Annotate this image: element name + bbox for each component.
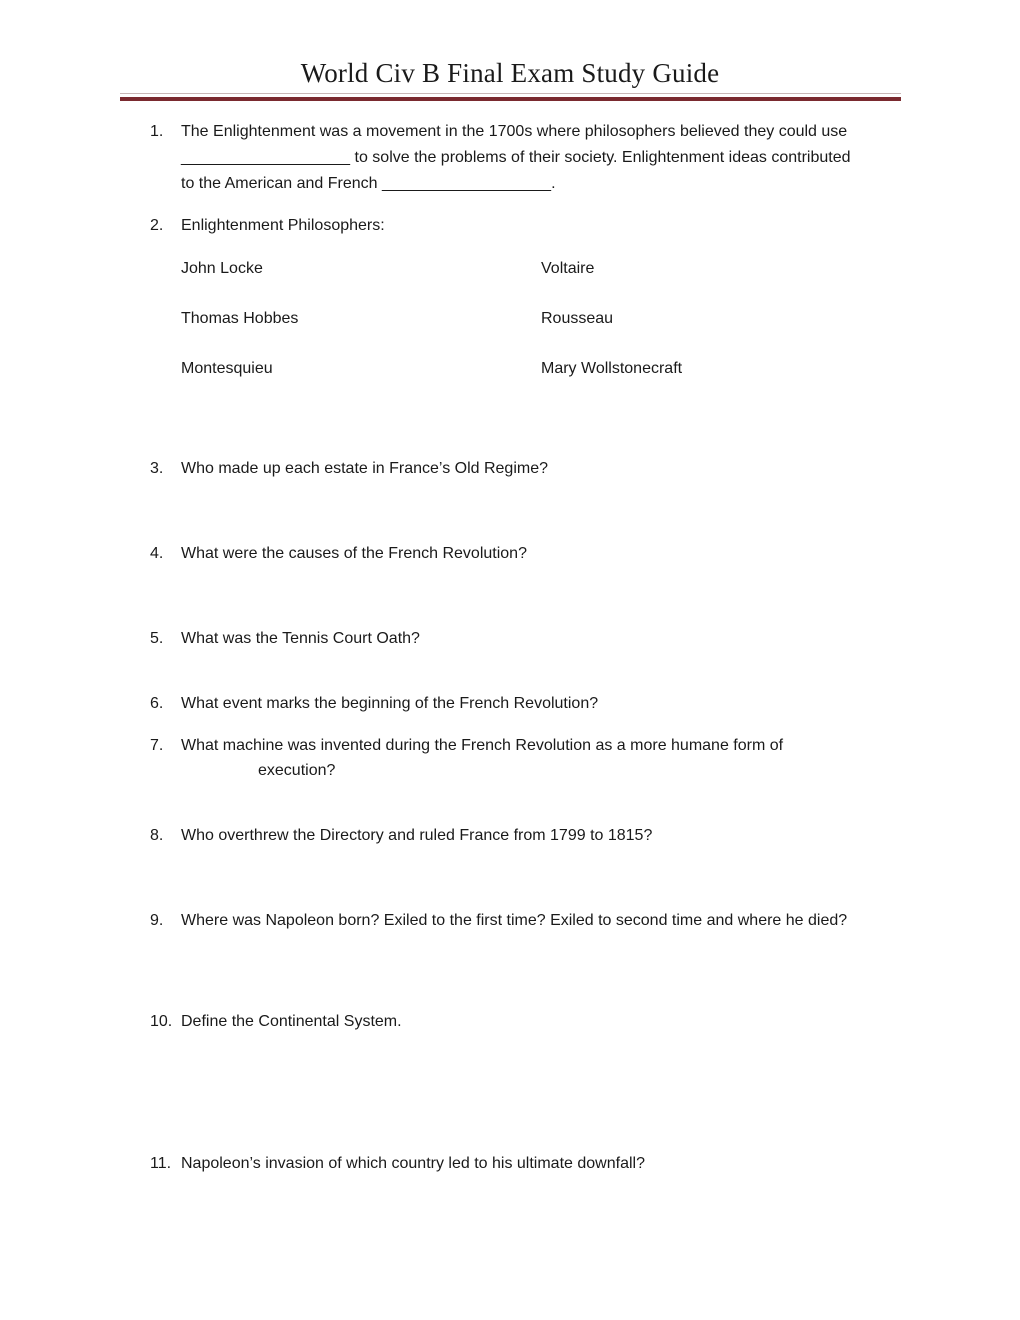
philosopher-name: Rousseau [541, 310, 614, 327]
header-divider-thick [120, 97, 901, 101]
question-text-line: execution? [258, 762, 336, 779]
question-text-line: Who overthrew the Directory and ruled France from 1799 to 1815? [181, 827, 653, 844]
question-number: 10. [150, 1013, 173, 1030]
question-text-line: Enlightenment Philosophers: [181, 217, 385, 234]
header-divider-thin [120, 93, 901, 94]
question-text-line: Where was Napoleon born? Exiled to the first time? Exiled to second time and where he died? [181, 912, 848, 929]
question-number: 11. [150, 1155, 172, 1172]
question-number: 1. [150, 123, 164, 140]
question-number: 7. [150, 737, 164, 754]
question-text-line: Who made up each estate in France’s Old Regime? [181, 460, 549, 477]
philosopher-name: John Locke [181, 260, 263, 277]
question-number: 8. [150, 827, 164, 844]
question-text-line: What were the causes of the French Revolution? [181, 545, 527, 562]
question-number: 6. [150, 695, 164, 712]
question-number: 5. [150, 630, 164, 647]
question-text-line: What was the Tennis Court Oath? [181, 630, 420, 647]
question-text-line: to the American and French ___________________. [181, 175, 556, 192]
question-number: 2. [150, 217, 164, 234]
question-text-line: What event marks the beginning of the French Revolution? [181, 695, 599, 712]
question-number: 3. [150, 460, 164, 477]
question-text-line: The Enlightenment was a movement in the 1700s where philosophers believed they could use [181, 123, 848, 140]
philosopher-name: Voltaire [541, 260, 595, 277]
question-number: 4. [150, 545, 164, 562]
question-number: 9. [150, 912, 164, 929]
philosopher-name: Mary Wollstonecraft [541, 360, 683, 377]
philosopher-name: Thomas Hobbes [181, 310, 299, 327]
philosopher-name: Montesquieu [181, 360, 273, 377]
page-title: World Civ B Final Exam Study Guide [300, 58, 720, 88]
question-text-line: Define the Continental System. [181, 1013, 402, 1030]
question-text-line: What machine was invented during the French Revolution as a more humane form of [181, 737, 784, 754]
question-text-line: ___________________ to solve the problems of their society. Enlightenment ideas contributed [181, 149, 851, 166]
question-text-line: Napoleon’s invasion of which country led to his ultimate downfall? [181, 1155, 645, 1172]
